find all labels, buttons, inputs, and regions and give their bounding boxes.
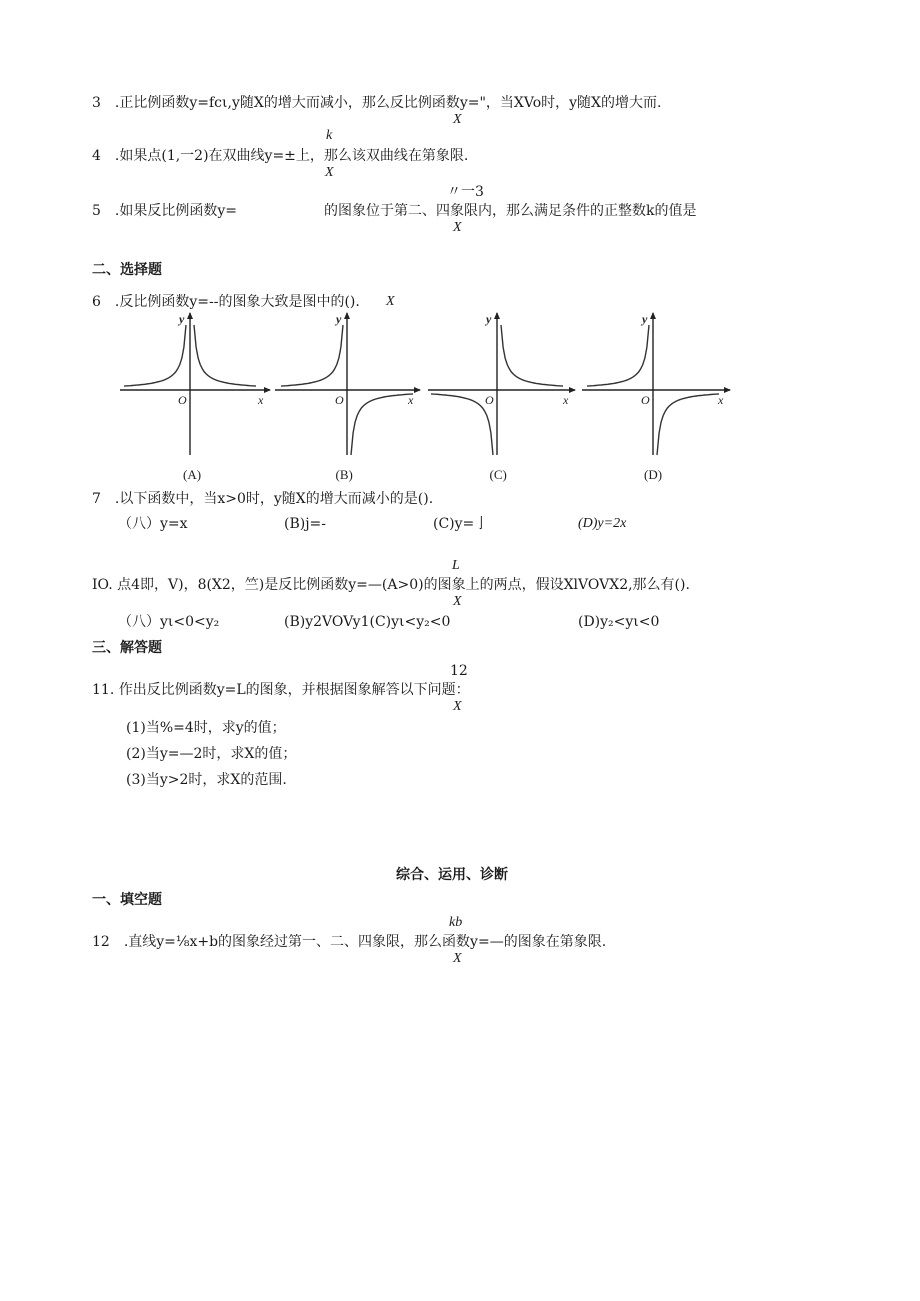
q11-part-2: (2)当y=—2时，求X的值；: [126, 746, 297, 762]
q10-option-d: (D)y₂<yι<0: [578, 614, 660, 630]
q11-numerator: 12: [450, 663, 468, 679]
section-answer-title: 三、解答题: [92, 640, 162, 656]
q3-text: 3 .正比例函数y=fcι,y随X的增大而减小，那么反比例函数y="，当XVo时，y随X的增大而.: [92, 95, 662, 111]
q3-denominator: X: [453, 112, 462, 127]
q6-graphs: [0, 305, 920, 485]
graph-b-curve-q4: [351, 394, 413, 455]
graph-d-curve-q4: [657, 394, 719, 455]
graph-d-x-label: x: [718, 393, 724, 407]
graph-c-caption: (C): [489, 467, 507, 482]
q7-option-a: （八）y=x: [118, 516, 188, 532]
q5-numerator: 〃一3: [447, 184, 484, 200]
q4-denominator: X: [325, 165, 334, 180]
q12-denominator: X: [453, 951, 462, 966]
graph-b-x-label: x: [408, 393, 414, 407]
q12-text: 12 .直线y=⅛x+b的图象经过第一、二、四象限，那么函数y=—的图象在第象限.: [92, 934, 607, 950]
graph-d-curve-q2: [587, 325, 649, 386]
q10-denominator: X: [453, 594, 462, 609]
section-comprehensive-title: 综合、运用、诊断: [396, 867, 508, 883]
q7-option-b: (B)j=-: [284, 516, 327, 532]
graph-c-curve-q3: [431, 394, 493, 455]
graph-a-curve-q1: [194, 325, 256, 386]
q6-text: 6 .反比例函数y=--的图象大致是图中的().: [92, 294, 360, 310]
graph-c-curve-q1: [501, 325, 563, 386]
graph-a-y-label: y: [179, 312, 185, 326]
q10-numerator: L: [452, 558, 460, 573]
q11-text: 11. 作出反比例函数y=L的图象，并根据图象解答以下问题：: [92, 682, 470, 698]
q5-text-right: 的图象位于第二、四象限内，那么满足条件的正整数k的值是: [324, 203, 697, 219]
q5-text-left: 5 .如果反比例函数y=: [92, 203, 237, 219]
q7-option-d: (D)y=2x: [578, 516, 627, 531]
q10-option-bc: (B)y2VOVy1(C)yι<y₂<0: [284, 614, 451, 630]
section-choice-title: 二、选择题: [92, 262, 162, 278]
q6-suffix: X: [386, 294, 395, 309]
q10-option-a: （八）yι<0<y₂: [118, 614, 220, 630]
graph-d-caption: (D): [644, 467, 663, 482]
q5-denominator: X: [453, 220, 462, 235]
graph-d-origin-label: O: [641, 393, 650, 407]
q7-text: 7 .以下函数中，当x>0时，y随X的增大而减小的是().: [92, 491, 434, 507]
q10-text: IO. 点4即，V)，8(X2，竺)是反比例函数y=—(A>0)的图象上的两点，假设XlVOVX2,那么有().: [92, 577, 690, 593]
q4-text: 4 .如果点(1,一2)在双曲线y=±上，那么该双曲线在第象限.: [92, 148, 469, 164]
graph-b-origin-label: O: [335, 393, 344, 407]
graph-c-y-label: y: [486, 312, 492, 326]
q12-numerator: kb: [449, 915, 463, 930]
graph-a-caption: (A): [183, 467, 202, 482]
q11-denominator: X: [453, 699, 462, 714]
graph-a-curve-q2: [124, 325, 186, 386]
q11-part-1: (1)当%=4时，求y的值；: [126, 720, 286, 736]
graph-a-origin-label: O: [178, 393, 187, 407]
graph-c-x-label: x: [563, 393, 569, 407]
graph-d-y-label: y: [642, 312, 648, 326]
graph-b-caption: (B): [335, 467, 353, 482]
q7-option-c: (C)y=亅: [433, 516, 489, 532]
q4-numerator: k: [326, 128, 333, 143]
graph-a-x-label: x: [258, 393, 264, 407]
graph-c-origin-label: O: [485, 393, 494, 407]
graph-b-y-label: y: [336, 312, 342, 326]
q11-part-3: (3)当y>2时，求X的范围.: [126, 772, 287, 788]
section-fill-title: 一、填空题: [92, 892, 162, 908]
graph-b-curve-q2: [281, 325, 343, 386]
